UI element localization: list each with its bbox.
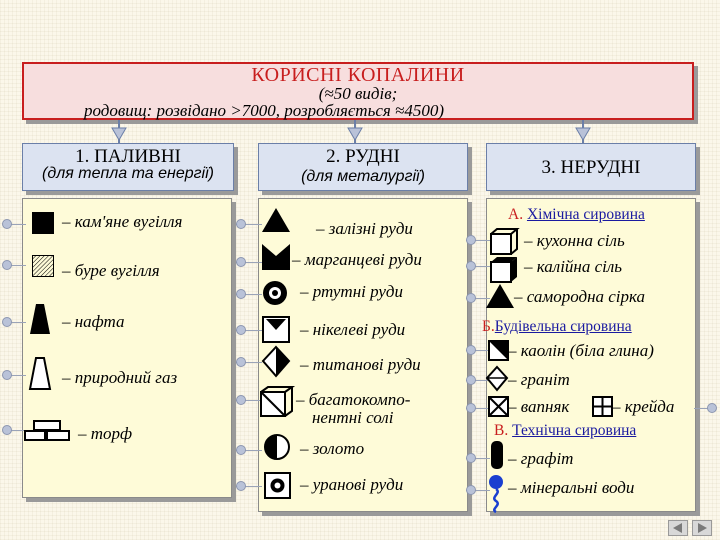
ore-polymetal-label-2: нентні солі (312, 408, 394, 427)
fuel-oil-label: – нафта (62, 312, 125, 331)
ore-mercury-label: – ртутні руди (300, 282, 403, 301)
connector-dot (236, 325, 246, 335)
arrow-down-icon (346, 128, 364, 142)
page-title: КОРИСНІ КОПАЛИНИ (251, 64, 465, 86)
rock-salt-icon (490, 228, 520, 256)
ore-titanium-label: – титанові руди (300, 355, 421, 374)
connector-dot (236, 395, 246, 405)
connector-dot (236, 445, 246, 455)
manganese-ore-icon (262, 244, 292, 272)
sulfur-icon (486, 284, 516, 310)
uranium-ore-icon (264, 472, 292, 500)
connector-dot (236, 257, 246, 267)
granite-icon (486, 366, 510, 392)
category-ores-subtitle: (для металургії) (301, 168, 425, 185)
connector-dot (466, 453, 476, 463)
category-fuels-subtitle: (для тепла та енергії) (42, 165, 214, 182)
ore-gold-label: – золото (300, 439, 365, 458)
brown-coal-icon (32, 255, 56, 279)
connector-dot (2, 219, 12, 229)
header-box (22, 62, 694, 120)
connector-dot (236, 219, 246, 229)
nonmetal-sulfur-label: – самородна сірка (514, 287, 646, 306)
arrow-down-icon (574, 128, 592, 142)
fuel-peat-label: – торф (78, 424, 133, 443)
gold-icon (264, 434, 292, 462)
nickel-ore-icon (262, 316, 292, 344)
connector-dot (466, 403, 476, 413)
section-technical-letter: В. (494, 422, 509, 439)
connector-dot (236, 357, 246, 367)
connector-dot (2, 370, 12, 380)
section-chemical-title: Хімічна сировина (526, 206, 645, 223)
ore-manganese-label: – марганцеві руди (292, 250, 422, 269)
next-slide-icon[interactable] (692, 520, 712, 536)
category-nonmetal (486, 143, 696, 191)
potash-salt-icon (490, 256, 520, 284)
limestone-icon (488, 396, 510, 418)
ore-nickel-label: – нікелеві руди (300, 320, 406, 339)
section-construction-letter: Б. (482, 318, 495, 335)
peat-icon (24, 420, 74, 444)
mineral-water-icon (488, 474, 508, 514)
section-chemical-letter: А. (508, 206, 524, 223)
fuel-brown-coal-label: – буре вугілля (62, 261, 160, 280)
connector-dot (466, 345, 476, 355)
connector-dot (466, 235, 476, 245)
ore-polymetal-label-1: – багатокомпо- (296, 390, 411, 409)
fuel-gas-label: – природний газ (62, 368, 178, 387)
connector-dot (2, 425, 12, 435)
category-fuels-title: 1. ПАЛИВНІ (75, 146, 181, 167)
polymetal-ore-icon (260, 386, 296, 418)
connector-dot (236, 289, 246, 299)
nonmetal-potash-label: – калійна сіль (524, 257, 623, 276)
connector-dot (466, 261, 476, 271)
nonmetal-rock-salt-label: – кухонна сіль (524, 231, 625, 250)
titanium-ore-icon (262, 346, 292, 378)
section-chemical (508, 206, 645, 224)
connector-dot (466, 485, 476, 495)
section-construction (482, 318, 632, 336)
connector-dot (466, 293, 476, 303)
header-subtitle-line1: (≈50 видів; (318, 84, 398, 103)
ore-uranium-label: – уранові руди (300, 475, 404, 494)
iron-ore-icon (262, 208, 292, 234)
category-nonmetal-title: 3. НЕРУДНІ (541, 157, 641, 178)
kaolin-icon (488, 340, 510, 362)
natural-gas-icon (30, 357, 52, 391)
nonmetal-graphite-label: – графіт (508, 449, 574, 468)
category-ores (258, 143, 468, 191)
graphite-icon (490, 440, 506, 470)
panel-fuels (22, 198, 232, 498)
connector-dot (236, 481, 246, 491)
fuel-coal-label: – кам'яне вугілля (62, 212, 183, 231)
mercury-ore-icon (262, 280, 290, 308)
section-construction-title: Будівельна сировина (494, 318, 632, 335)
connector-dot (466, 375, 476, 385)
category-ores-title: 2. РУДНІ (326, 146, 400, 167)
chalk-icon (592, 396, 614, 418)
coal-icon (32, 212, 56, 236)
oil-icon (30, 304, 52, 336)
nonmetal-granite-label: – граніт (508, 370, 570, 389)
nonmetal-mineral-water-label: – мінеральні води (508, 478, 635, 497)
connector-dot (2, 317, 12, 327)
nonmetal-chalk-label: – крейда (612, 397, 675, 416)
arrow-down-icon (110, 128, 128, 142)
header-subtitle-line2: родовищ: розвідано >7000, розробляється ≈4500) (84, 101, 445, 120)
nonmetal-kaolin-label: – каолін (біла глина) (508, 341, 654, 360)
connector-dot (2, 260, 12, 270)
category-fuels (22, 143, 234, 191)
prev-slide-icon[interactable] (668, 520, 688, 536)
section-technical-title: Технічна сировина (512, 422, 637, 439)
nonmetal-limestone-label: – вапняк (508, 397, 570, 416)
section-technical (494, 422, 636, 440)
connector-dot (707, 403, 717, 413)
ore-iron-label: – залізні руди (316, 219, 413, 238)
